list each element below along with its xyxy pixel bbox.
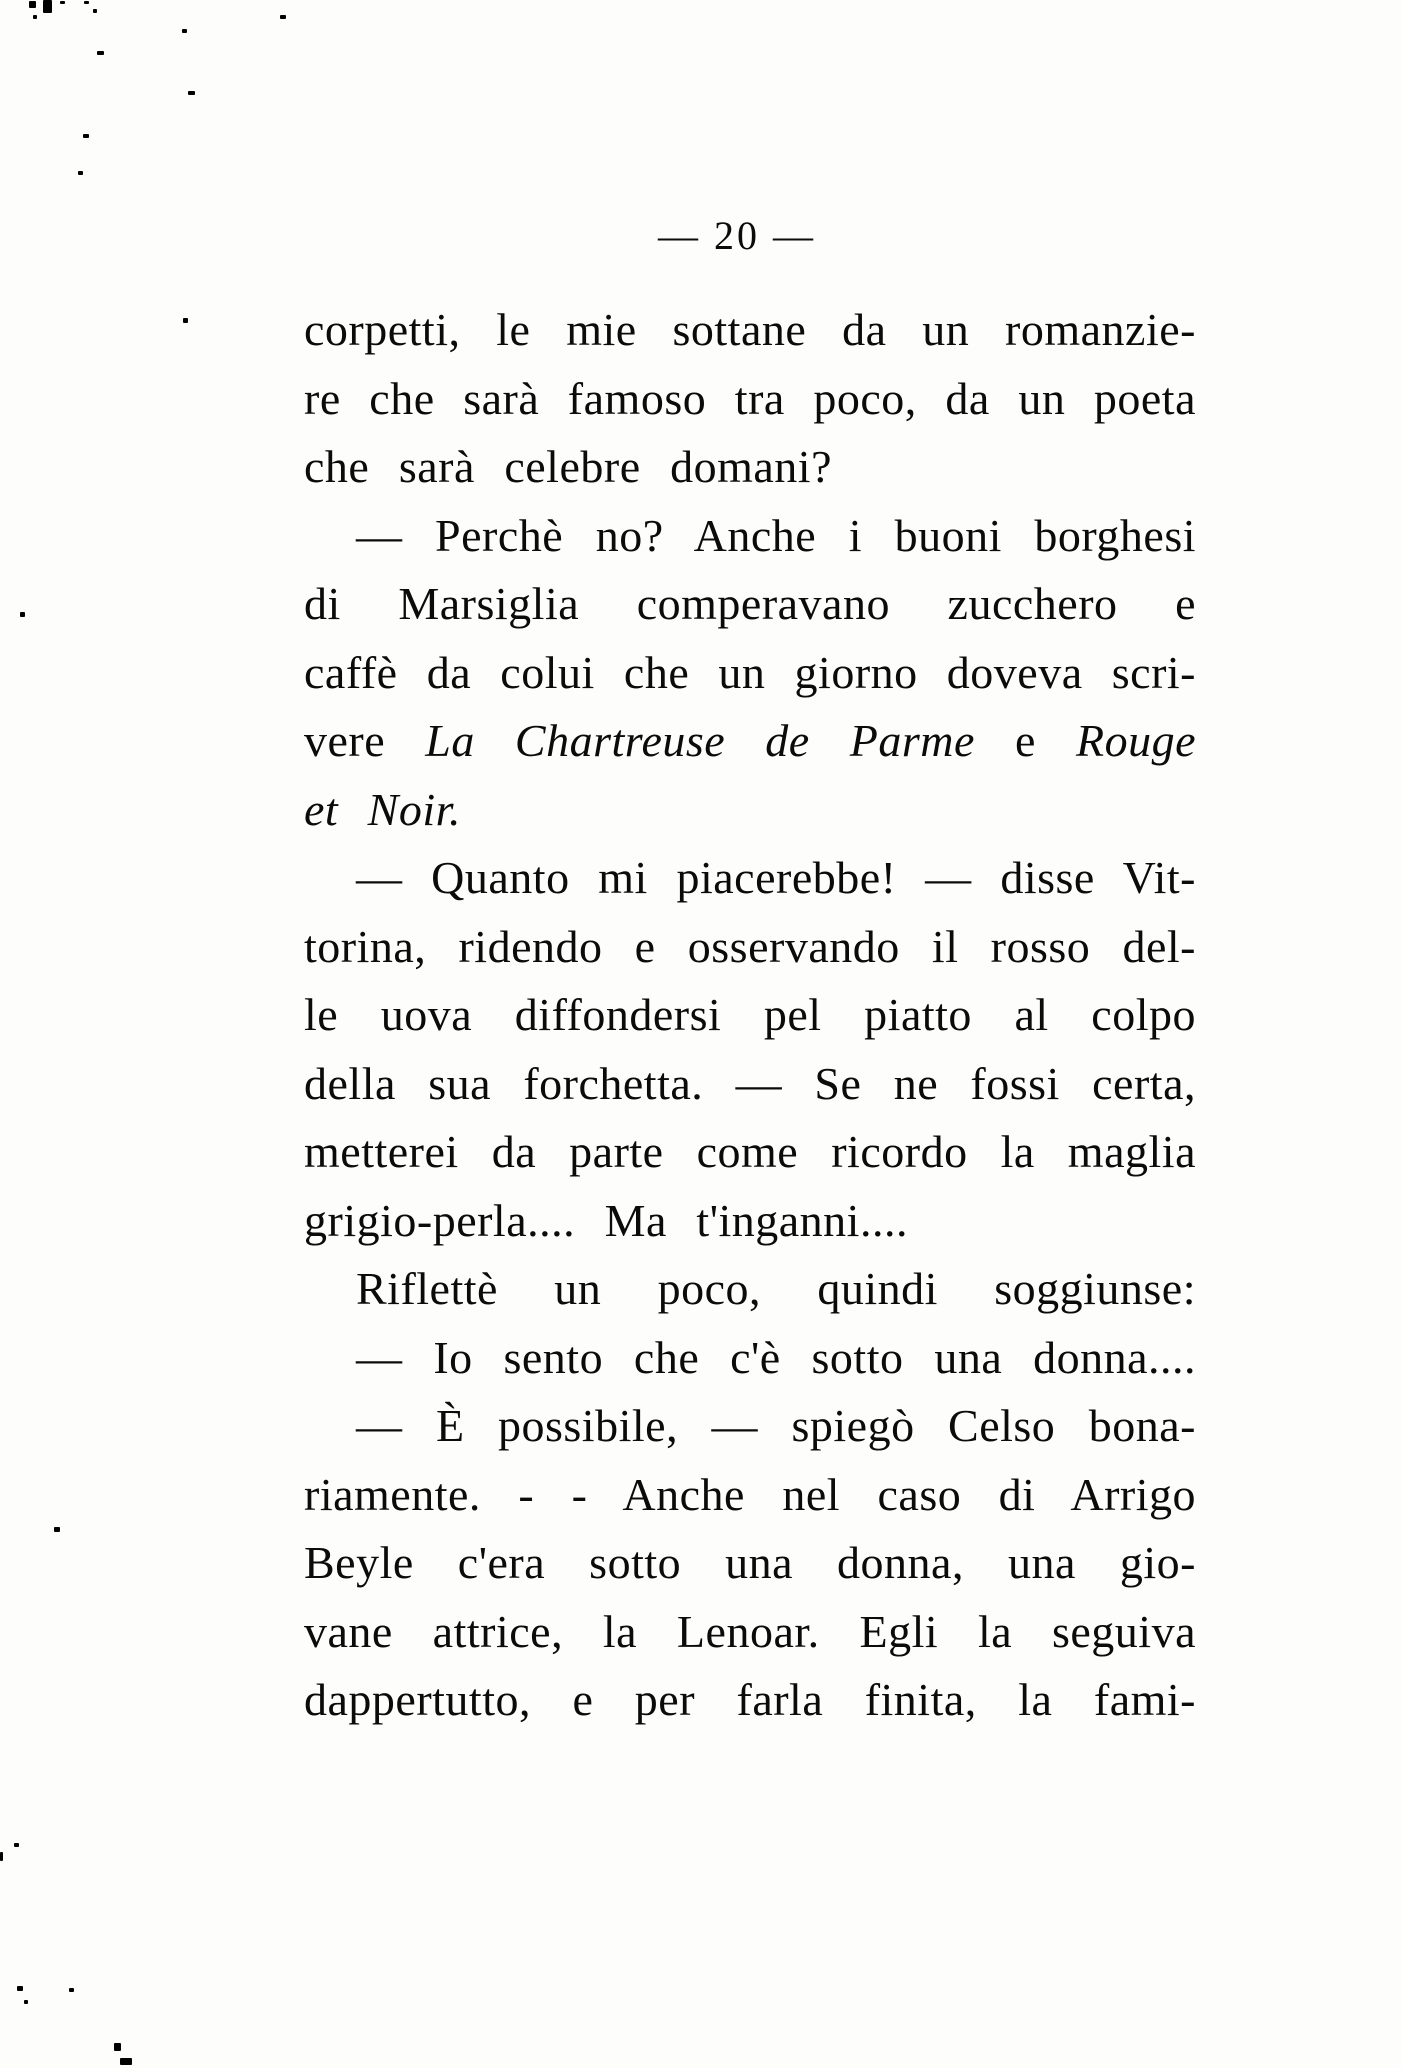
- scan-speck: [60, 1, 65, 4]
- scan-speck: [182, 29, 187, 33]
- scan-speck: [93, 9, 97, 13]
- text-line: riamente. - - Anche nel caso di Arrigo: [304, 1468, 1196, 1520]
- text-segment-italic: Rouge: [1075, 715, 1196, 766]
- scan-speck: [280, 15, 286, 19]
- text-segment-italic: La Chartreuse de Parme: [425, 715, 975, 766]
- text-line: — Quanto mi piacerebbe! — disse Vit-: [356, 852, 1196, 903]
- scan-speck: [120, 2058, 132, 2065]
- scan-speck: [17, 1986, 23, 1991]
- text-line: caffè da colui che un giorno doveva scri-: [304, 646, 1196, 698]
- scan-speck: [43, 0, 52, 13]
- text-line: [304, 707, 1196, 776]
- text-segment: e: [974, 715, 1076, 766]
- scan-speck: [29, 1, 36, 8]
- scan-speck: [83, 134, 89, 138]
- text-line: le uova diffondersi pel piatto al colpo: [304, 989, 1196, 1040]
- text-line: che sarà celebre domani?: [304, 441, 832, 492]
- text-line: torina, ridendo e osservando il rosso del-: [304, 920, 1196, 972]
- scan-speck: [54, 1527, 60, 1532]
- text-line: grigio-perla.... Ma t'inganni....: [304, 1194, 908, 1246]
- scan-speck: [33, 15, 37, 19]
- text-line: re che sarà famoso tra poco, da un poeta: [304, 372, 1196, 424]
- text-line: Riflettè un poco, quindi soggiunse:: [356, 1263, 1196, 1314]
- text-segment: vere: [304, 715, 426, 766]
- scan-speck: [78, 171, 83, 175]
- scan-speck: [188, 91, 195, 95]
- text-line: dappertutto, e per farla finita, la fami-: [304, 1674, 1196, 1725]
- text-line: corpetti, le mie sottane da un romanzie-: [304, 304, 1196, 355]
- scan-speck: [84, 1, 89, 4]
- text-line: — Io sento che c'è sotto una donna....: [356, 1331, 1196, 1383]
- text-line: et Noir.: [304, 783, 461, 835]
- scan-speck: [69, 1988, 74, 1992]
- body-text: [304, 296, 1196, 1735]
- scan-speck: [114, 2043, 121, 2051]
- text-line: della sua forchetta. — Se ne fossi certa,: [304, 1057, 1196, 1109]
- text-line: — È possibile, — spiegò Celso bona-: [356, 1400, 1196, 1451]
- text-line: — Perchè no? Anche i buoni borghesi: [356, 509, 1196, 561]
- text-line: metterei da parte come ricordo la maglia: [304, 1126, 1196, 1177]
- text-line: di Marsiglia comperavano zucchero e: [304, 578, 1196, 629]
- scan-speck: [0, 1852, 3, 1861]
- text-line: Beyle c'era sotto una donna, una gio-: [304, 1537, 1196, 1588]
- text-line: vane attrice, la Lenoar. Egli la seguiva: [304, 1605, 1196, 1657]
- scan-speck: [183, 318, 188, 323]
- scan-speck: [24, 2000, 28, 2004]
- page-number: — 20 —: [658, 213, 816, 258]
- scan-speck: [97, 51, 104, 55]
- scan-speck: [20, 612, 25, 617]
- scan-speck: [14, 1843, 19, 1847]
